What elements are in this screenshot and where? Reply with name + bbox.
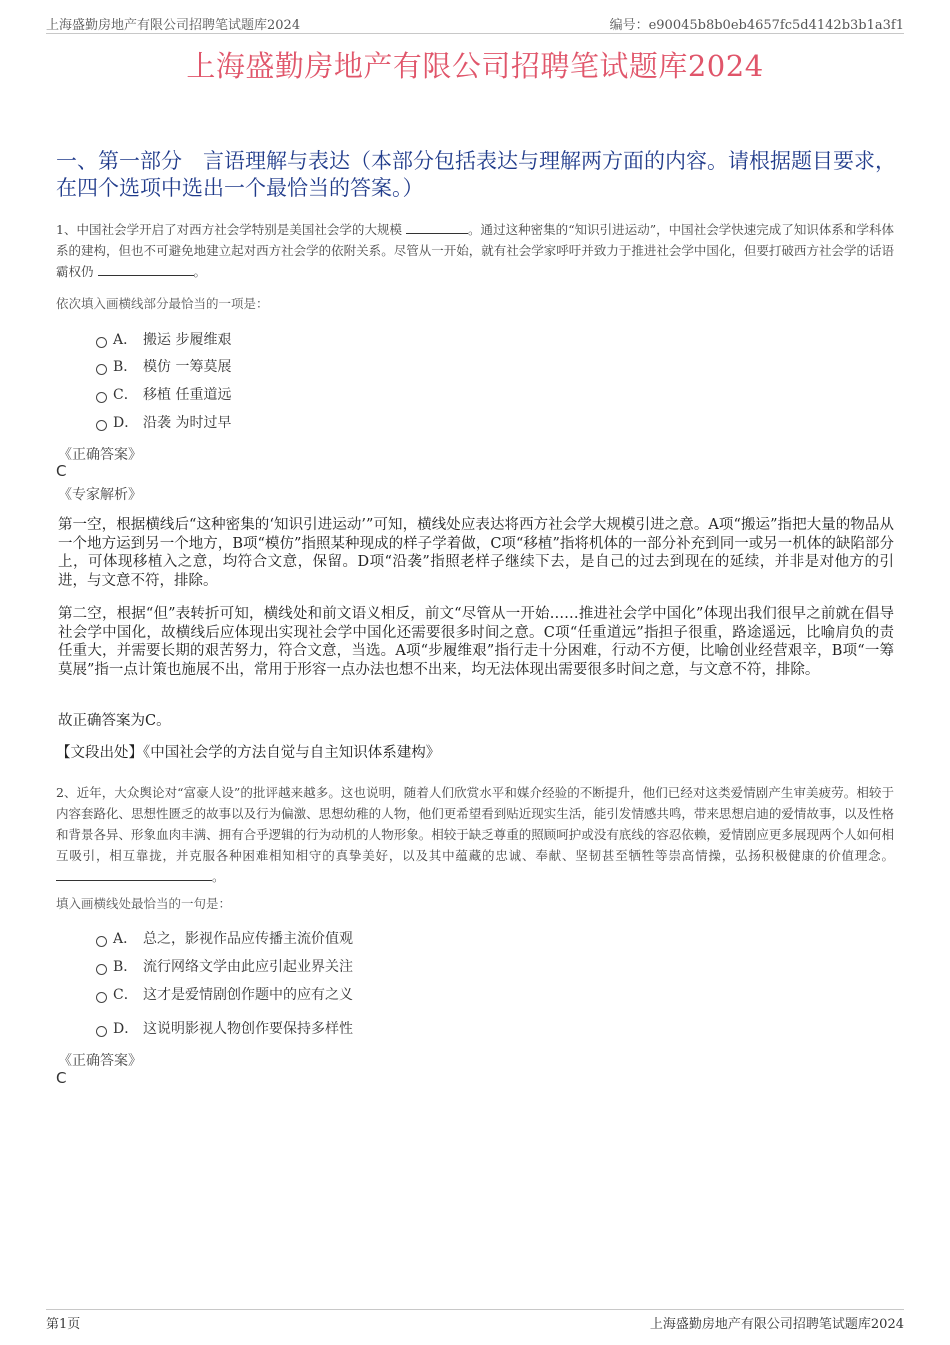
question-1-text-part-c: 。 bbox=[193, 264, 207, 279]
answer-blank-1 bbox=[406, 221, 468, 234]
q1-option-c[interactable] bbox=[96, 385, 231, 405]
page-number: 第1页 bbox=[46, 1317, 81, 1332]
page-title: 上海盛勤房地产有限公司招聘笔试题库2024 bbox=[186, 49, 764, 83]
option-text: 模仿 一筹莫展 bbox=[143, 359, 232, 375]
radio-icon[interactable] bbox=[96, 1026, 107, 1037]
header-left-title: 上海盛勤房地产有限公司招聘笔试题库2024 bbox=[46, 18, 301, 33]
option-letter: A． bbox=[113, 332, 138, 348]
answer-blank-2 bbox=[98, 263, 194, 276]
q1-option-a[interactable] bbox=[96, 330, 231, 350]
option-text: 总之，影视作品应传播主流价值观 bbox=[143, 931, 353, 947]
option-text: 这说明影视人物创作要保持多样性 bbox=[143, 1021, 353, 1037]
question-1-text-part-a: 1、中国社会学开启了对西方社会学特别是美国社会学的大规模 bbox=[56, 222, 403, 237]
correct-answer-value: C bbox=[56, 462, 67, 480]
option-text: 搬运 步履维艰 bbox=[143, 332, 232, 348]
answer-blank-3 bbox=[56, 868, 212, 881]
radio-icon[interactable] bbox=[96, 364, 107, 375]
q2-option-c[interactable] bbox=[96, 985, 353, 1005]
radio-icon[interactable] bbox=[96, 936, 107, 947]
q2-option-b[interactable] bbox=[96, 957, 353, 977]
q2-option-a[interactable] bbox=[96, 929, 353, 949]
option-text: 移植 任重道远 bbox=[143, 387, 232, 403]
analysis-conclusion: 故正确答案为C。 bbox=[58, 713, 171, 729]
footer-title: 上海盛勤房地产有限公司招聘笔试题库2024 bbox=[649, 1317, 904, 1332]
question-1-text bbox=[56, 219, 894, 282]
radio-icon[interactable] bbox=[96, 392, 107, 403]
analysis-paragraph-2: 第二空，根据“但”表转折可知，横线处和前文语义相反，前文“尽管从一开始……推进社会学中国化”体现出我们很早之前就在倡导社会学中国化，故横线后应体现出实现社会学中国化还需要很多时间之意。C项“任重道远”指担子很重，路途遥远，比喻肩负的责任重大，并需要长期的艰苦努力，符合文意，当选。A项“步履维艰”指行走十分困难，行动不方便，比喻创业经营艰辛，B项“一筹莫展”指一点计策也施展不出，常用于形容一点办法也想不出来，均无法体现出需要很多时间之意，与文意不符，排除。 bbox=[58, 606, 894, 678]
question-1-text-part-b: 。通过这种密集的“知识引进运动”，中国社会学快速完成了知识体系和学科体系的建构，但也不可避免地建立起对西方社会学的依附关系。尽管从一开始，就有社会学家呼吁并致力于推进社会学中国化，但要打破西方社会学的话语霸权仍 bbox=[56, 222, 894, 279]
option-letter: D． bbox=[113, 1021, 139, 1037]
correct-answer-label: 《正确答案》 bbox=[58, 1053, 142, 1069]
text-source: 【文段出处】《中国社会学的方法自觉与自主知识体系建构》 bbox=[56, 745, 441, 761]
document-id: 编号：e90045b8b0eb4657fc5d4142b3b1a3f1 bbox=[609, 18, 904, 33]
q1-option-d[interactable] bbox=[96, 413, 231, 433]
correct-answer-label: 《正确答案》 bbox=[58, 447, 142, 463]
question-1-prompt: 依次填入画横线部分最恰当的一项是： bbox=[56, 296, 269, 311]
expert-analysis-label: 《专家解析》 bbox=[58, 487, 142, 503]
option-text: 流行网络文学由此应引起业界关注 bbox=[143, 959, 353, 975]
option-letter: D． bbox=[113, 415, 139, 431]
correct-answer-value: C bbox=[56, 1069, 67, 1087]
option-text: 这才是爱情剧创作题中的应有之义 bbox=[143, 987, 353, 1003]
question-2-text-part-a: 2、近年，大众舆论对“富豪人设”的批评越来越多。这也说明，随着人们欣赏水平和媒介经验的不断提升，他们已经对这类爱情剧产生审美疲劳。相较于内容套路化、思想性匮乏的故事以及行为偏激、思想幼稚的人物，他们更希望看到贴近现实生活，能引发情感共鸣，带来思想启迪的爱情故事，以及性格和背景各异、形象血肉丰满、拥有合乎逻辑的行为动机的人物形象。相较于缺乏尊重的照顾呵护或没有底线的容忍依赖，爱情剧应更多展现两个人如何相互吸引，相互靠拢，并克服各种困难相知相守的真挚美好，以及其中蕴藏的忠诚、奉献、坚韧甚至牺牲等崇高情操，弘扬积极健康的价值理念。 bbox=[56, 785, 894, 863]
radio-icon[interactable] bbox=[96, 337, 107, 348]
option-letter: B． bbox=[113, 959, 138, 975]
radio-icon[interactable] bbox=[96, 964, 107, 975]
option-letter: C． bbox=[113, 387, 138, 403]
section-heading: 一、第一部分 言语理解与表达（本部分包括表达与理解两方面的内容。请根据题目要求，在四个选项中选出一个最恰当的答案。） bbox=[56, 149, 896, 200]
option-letter: A． bbox=[113, 931, 138, 947]
option-text: 沿袭 为时过早 bbox=[143, 415, 232, 431]
question-2-text-part-c: 。 bbox=[212, 869, 225, 884]
option-letter: B． bbox=[113, 359, 138, 375]
question-2-prompt: 填入画横线处最恰当的一句是： bbox=[56, 896, 232, 911]
q2-option-d[interactable] bbox=[96, 1019, 353, 1039]
analysis-paragraph-1: 第一空，根据横线后“这种密集的‘知识引进运动’”可知，横线处应表达将西方社会学大规模引进之意。A项“搬运”指把大量的物品从一个地方运到另一个地方，B项“模仿”指照某种现成的样子学着做，C项“移植”指将机体的一部分补充到同一或另一机体的缺陷部分上，可体现移植入之意，均符合文意，保留。D项“沿袭”指照老样子继续下去，是自己的过去到现在的延续，并非是对他方的引进，与文意不符，排除。 bbox=[58, 517, 894, 589]
radio-icon[interactable] bbox=[96, 992, 107, 1003]
footer-divider bbox=[46, 1309, 904, 1310]
radio-icon[interactable] bbox=[96, 420, 107, 431]
question-2-text bbox=[56, 782, 894, 887]
q1-option-b[interactable] bbox=[96, 357, 231, 377]
option-letter: C． bbox=[113, 987, 138, 1003]
header-divider bbox=[46, 33, 904, 34]
